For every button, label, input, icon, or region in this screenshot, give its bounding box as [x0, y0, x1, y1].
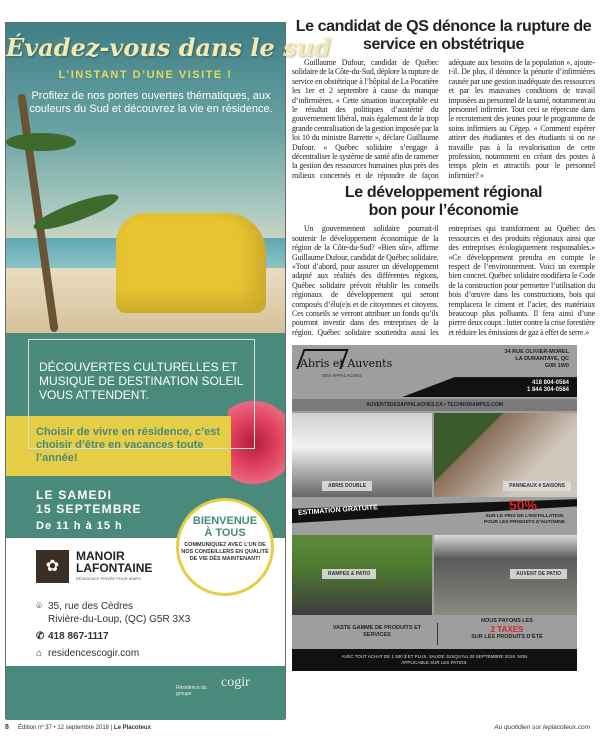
- estimation-text: ESTIMATION GRATUITE: [297, 504, 379, 517]
- welcome-badge: BIENVENUE À TOUS COMMUNIQUEZ AVEC L’UN DE NOS CONSEILLERS EN QUALITÉ DE VIE DÈS MAINTENANT!: [176, 498, 274, 596]
- outlined-box: [28, 339, 255, 449]
- ad-script-title: Évadez-vous dans le sud: [6, 33, 331, 62]
- photo-abris: ABRIS DOUBLE: [292, 413, 432, 497]
- palm-leaf: [6, 133, 76, 151]
- cogir-logo: cogir: [221, 675, 250, 690]
- phone-icon: ✆: [36, 631, 45, 642]
- brand-sub: RÉSIDENCE PRIVÉE POUR AÎNÉS: [76, 576, 141, 581]
- ad-subtitle: L’INSTANT D’UNE VISITE !: [58, 69, 233, 81]
- manoir-logo-icon: ✿: [36, 550, 69, 583]
- article2-headline: Le développement régional bon pour l’économie: [344, 184, 543, 220]
- ad-websites[interactable]: AUVENTSDESAPPALACHES.CA • TECHNORAMPES.COM: [292, 399, 577, 411]
- photo-rampes: RAMPES & PATIO: [292, 535, 432, 615]
- right-column: [292, 18, 595, 671]
- photo-panneaux: PANNEAUX 4 SAISONS: [434, 413, 577, 497]
- contact-block: ⌾ 35, rue des Cèdres Rivière-du-Loup, (QC) G5R 3X3 ✆ 418 867-1117 ⌂ residencescogir.com: [36, 601, 191, 659]
- ad-intro: Profitez de nos portes ouvertes thématiques, aux couleurs du Sud et découvrez la vie en résidence.: [29, 90, 273, 115]
- tagline[interactable]: Au quotidien sur leplacoteux.com: [494, 724, 590, 731]
- residence-ad[interactable]: [5, 22, 331, 719]
- ad-address: 34 RUE OLIVIER-MOREL LA DURANTAYE, QC G0R 1W0: [504, 349, 569, 370]
- conditions: AVEC TOUT ACHAT DE 1 500 $ ET PLUS. VALIDE JUSQU’AU 30 SEPTEMBRE 2018. NON APPLICABLE SUR LES PATIOS.: [292, 649, 577, 671]
- page-number: 8: [5, 724, 9, 731]
- ad-phones: 418 804-0584 1 844 304-0584: [526, 380, 569, 394]
- location-pin-icon: ⌾: [36, 601, 42, 612]
- brand-sub: DES APPALACHES: [322, 373, 362, 379]
- article1-body: Guillaume Dufour, candidat de Québec solidaire de la Côte-du-Sud, déplore la rupture de service en obstétrique à l’hôpital de La Pocatière les 1er et 2 septembre à cause du manque d’infirmières. « Cette situation inacceptable est le résultat des politiques d’austérité du gouvernement libéral, mais également de la trop grande centralisation de la gestion imposée par la loi 10 du ministre Barrette », déclare Guillaume Dufour. « Québec solidaire s’engage à décentraliser le système de santé afin de ramener la gestion des ressources humaines plus près des milieux concernés et de répondre de façon adéquate aux besoins de la population », ajoute-t-il. De plus, il dénonce la pénurie d’infirmières causée par une gestion inadéquate des ressources et par les mauvaises conditions de travail imposées au personnel de la santé, notamment au personnel infirmier. Tout ceci se répercute dans le recrutement des jeunes pour le programme de soins infirmiers au Cégep. « Comment espérer attirer des étudiantes et des étudiants si on ne travaille pas à la revalorisation de cette profession, notamment en créant des postes à temps plein et attractifs pour le personnel infirmier? »: [292, 58, 595, 180]
- yellow-car: [116, 213, 266, 313]
- photo-auvent: AUVENT DE PATIO: [434, 535, 577, 615]
- taxes-block: NOUS PAYONS LES 2 TAXES SUR LES PRODUITS D’ÉTÉ: [471, 618, 543, 641]
- article2-body: Un gouvernement solidaire pourrait-il soutenir le développement économique de la région de la Côte-du-Sud? «Bien sûr», affirme Guillaume Dufour, candidat de Québec solidaire. «Tout d’abord, pour assurer un développement adapté aux réalités des différentes régions, Québec solidaire prévoit rétablir les conseils régionaux de développement qui seront composés d’élu(e)s et de citoyennes et citoyens. Ces conseils se verront attribuer un fonds qu’ils pourront investir dans des entreprises de la région. Québec solidaire soutiendra aussi les entreprises qui transforment au Québec des ressources et des produits régionaux ainsi que des entreprises écologiquement responsables.» «Ce développement prendra en compte le respect de l’environnement. Voici un exemple bien concret. Québec solidaire modifiera le Code de la construction pour permettre l’utilisation du bois d’œuvre dans les constructions, bois qui remplacera le ciment et l’acier, des matériaux beaucoup plus polluants. Il fera ainsi d’une pierre deux coups : lutter contre la crise forestière et réduire les émissions de gaz à effet de serre.»: [292, 224, 596, 337]
- home-icon: ⌂: [36, 648, 43, 659]
- range-text: VASTE GAMME DE PRODUITS ET SERVICES: [332, 625, 422, 639]
- event-hours: De 11 h à 15 h: [36, 520, 123, 532]
- edition-info: Édition nº 37 • 12 septembre 2018 | Le Placoteux: [18, 725, 151, 731]
- group-label: Résidence du groupe: [176, 685, 207, 697]
- brand-name: MANOIR LAFONTAINE: [76, 549, 153, 575]
- discount-text: SUR LE PRIX DE L’INSTALLATION POUR LES PRODUITS D’AUTOMNE: [484, 514, 565, 526]
- article1-headline: Le candidat de QS dénonce la rupture de service en obstétrique: [295, 18, 592, 53]
- divider: [437, 623, 438, 645]
- event-date: LE SAMEDI 15 SEPTEMBRE: [36, 488, 142, 516]
- discount: 50%: [508, 497, 537, 514]
- box-text: DÉCOUVERTES CULTURELLES ET MUSIQUE DE DESTINATION SOLEIL VOUS ATTENDENT.: [39, 360, 244, 402]
- website-link[interactable]: ⌂ residencescogir.com: [36, 648, 140, 659]
- abris-auvents-ad[interactable]: [292, 345, 577, 671]
- yellow-box: Choisir de vivre en résidence, c’est choisir d’être en vacances toute l’année!: [6, 416, 231, 476]
- paper-name: Le Placoteux: [113, 725, 151, 731]
- abris-logo: Abris et Auvents: [300, 357, 393, 371]
